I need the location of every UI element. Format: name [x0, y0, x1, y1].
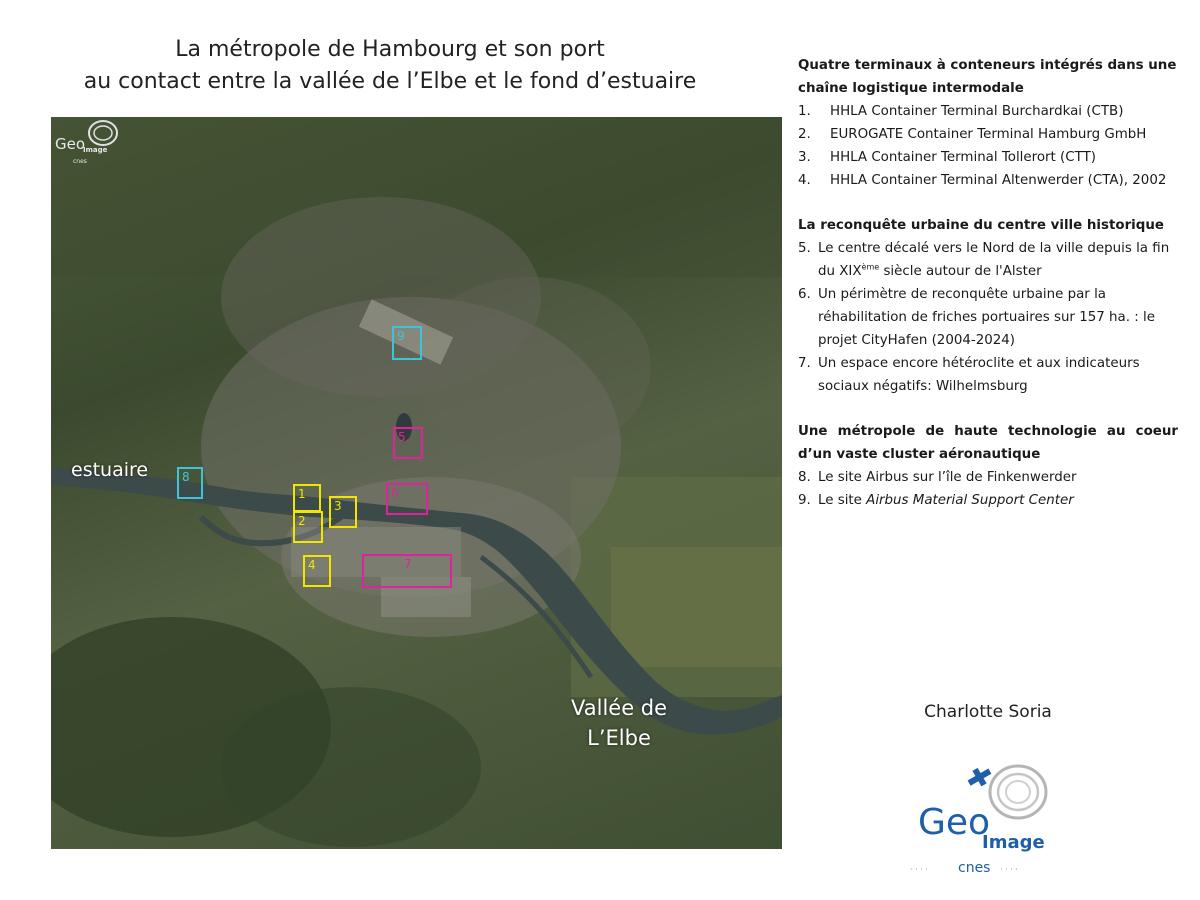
- marker-1[interactable]: [293, 484, 321, 512]
- item-superscript: ème: [861, 262, 880, 272]
- item-text: Un espace encore hétéroclite et aux indicateurs sociaux négatifs: Wilhelmsburg: [818, 356, 1140, 394]
- svg-text:· · · ·: · · · ·: [910, 865, 928, 874]
- legend-section-aero: [798, 420, 1178, 512]
- logo-geo-text: Geo: [918, 802, 991, 843]
- title-line-1: La métropole de Hambourg et son port: [175, 37, 605, 62]
- author-name: Charlotte Soria: [924, 702, 1052, 722]
- marker-8-label: 8: [182, 470, 190, 484]
- marker-4-label: 4: [308, 558, 316, 572]
- urban-list: [798, 237, 1178, 398]
- item-number: 9.: [798, 493, 811, 508]
- legend-section-urban: [798, 214, 1178, 398]
- item-number: 5.: [798, 241, 811, 256]
- item-text: HHLA Container Terminal Altenwerder (CTA), 2002: [830, 173, 1167, 188]
- marker-5-label: 5.: [398, 430, 410, 444]
- svg-text:· · · ·: · · · ·: [1000, 865, 1018, 874]
- marker-3[interactable]: [329, 496, 357, 528]
- item-text: HHLA Container Terminal Tollerort (CTT): [830, 150, 1096, 165]
- item-number: 3.: [798, 150, 811, 165]
- terminals-list: [798, 100, 1178, 192]
- legend: [798, 54, 1178, 534]
- item-text: Le site Airbus sur l’île de Finkenwerder: [818, 470, 1077, 485]
- item-text: Un périmètre de reconquête urbaine par la réhabilitation de friches portuaires sur 157 ha. : le projet CityHafen (2004-2024): [818, 287, 1155, 348]
- list-item: [798, 123, 1178, 146]
- item-text: siècle autour de l'Alster: [879, 264, 1042, 279]
- svg-text:Geo: Geo: [55, 135, 86, 153]
- list-item: [798, 352, 1178, 398]
- marker-4[interactable]: [303, 555, 331, 587]
- item-number: 8.: [798, 470, 811, 485]
- marker-9[interactable]: [392, 326, 422, 360]
- legend-section-terminals: [798, 54, 1178, 192]
- section-heading-urban: La reconquête urbaine du centre ville historique: [798, 218, 1164, 233]
- list-item: [798, 146, 1178, 169]
- title-line-2: au contact entre la vallée de l’Elbe et le fond d’estuaire: [83, 69, 697, 94]
- item-number: 1.: [798, 104, 811, 119]
- geoimage-map-logo-icon: [51, 117, 121, 167]
- marker-1-label: 1: [298, 487, 306, 501]
- item-number: 7.: [798, 356, 811, 371]
- marker-9-label: 9: [397, 329, 405, 343]
- section-heading-aero: Une métropole de haute technologie au coeur d’un vaste cluster aéronautique: [798, 424, 1178, 462]
- item-text: Le centre décalé vers le Nord de la ville depuis la fin du XIX: [818, 241, 1170, 279]
- item-text: Le site: [818, 493, 867, 508]
- marker-8[interactable]: [177, 467, 203, 499]
- item-number: 4.: [798, 173, 811, 188]
- svg-text:cnes: cnes: [73, 158, 87, 165]
- item-number: 2.: [798, 127, 811, 142]
- marker-3-label: 3: [334, 499, 342, 513]
- marker-6[interactable]: [386, 483, 428, 515]
- list-item: [798, 100, 1178, 123]
- list-item: [798, 237, 1178, 283]
- list-item: [798, 169, 1178, 192]
- valley-label-line-1: Vallée de: [571, 696, 668, 720]
- list-item: [798, 283, 1178, 352]
- marker-2-label: 2: [298, 514, 306, 528]
- marker-2[interactable]: [293, 511, 323, 543]
- valley-label: [571, 693, 667, 753]
- logo-cnes-text: cnes: [958, 860, 991, 876]
- aero-list: [798, 466, 1178, 512]
- estuary-label: estuaire: [71, 459, 149, 481]
- item-text: HHLA Container Terminal Burchardkai (CTB): [830, 104, 1124, 119]
- marker-6-label: 6: [391, 486, 399, 500]
- marker-7-label: 7: [404, 557, 412, 571]
- valley-label-line-2: L’Elbe: [587, 726, 651, 750]
- logo-image-text: Image: [982, 832, 1045, 853]
- satellite-map: [51, 117, 782, 849]
- geoimage-cnes-logo-icon: [900, 758, 1080, 878]
- svg-text:Image: Image: [83, 146, 108, 154]
- page-title: [40, 34, 740, 98]
- marker-7[interactable]: [362, 554, 452, 588]
- section-heading-terminals: Quatre terminaux à conteneurs intégrés dans une chaîne logistique intermodale: [798, 58, 1177, 96]
- item-italic-text: Airbus Material Support Center: [866, 493, 1074, 508]
- list-item: [798, 466, 1178, 489]
- marker-5[interactable]: [393, 427, 423, 459]
- item-text: EUROGATE Container Terminal Hamburg GmbH: [830, 127, 1147, 142]
- item-number: 6.: [798, 287, 811, 302]
- list-item: [798, 489, 1178, 512]
